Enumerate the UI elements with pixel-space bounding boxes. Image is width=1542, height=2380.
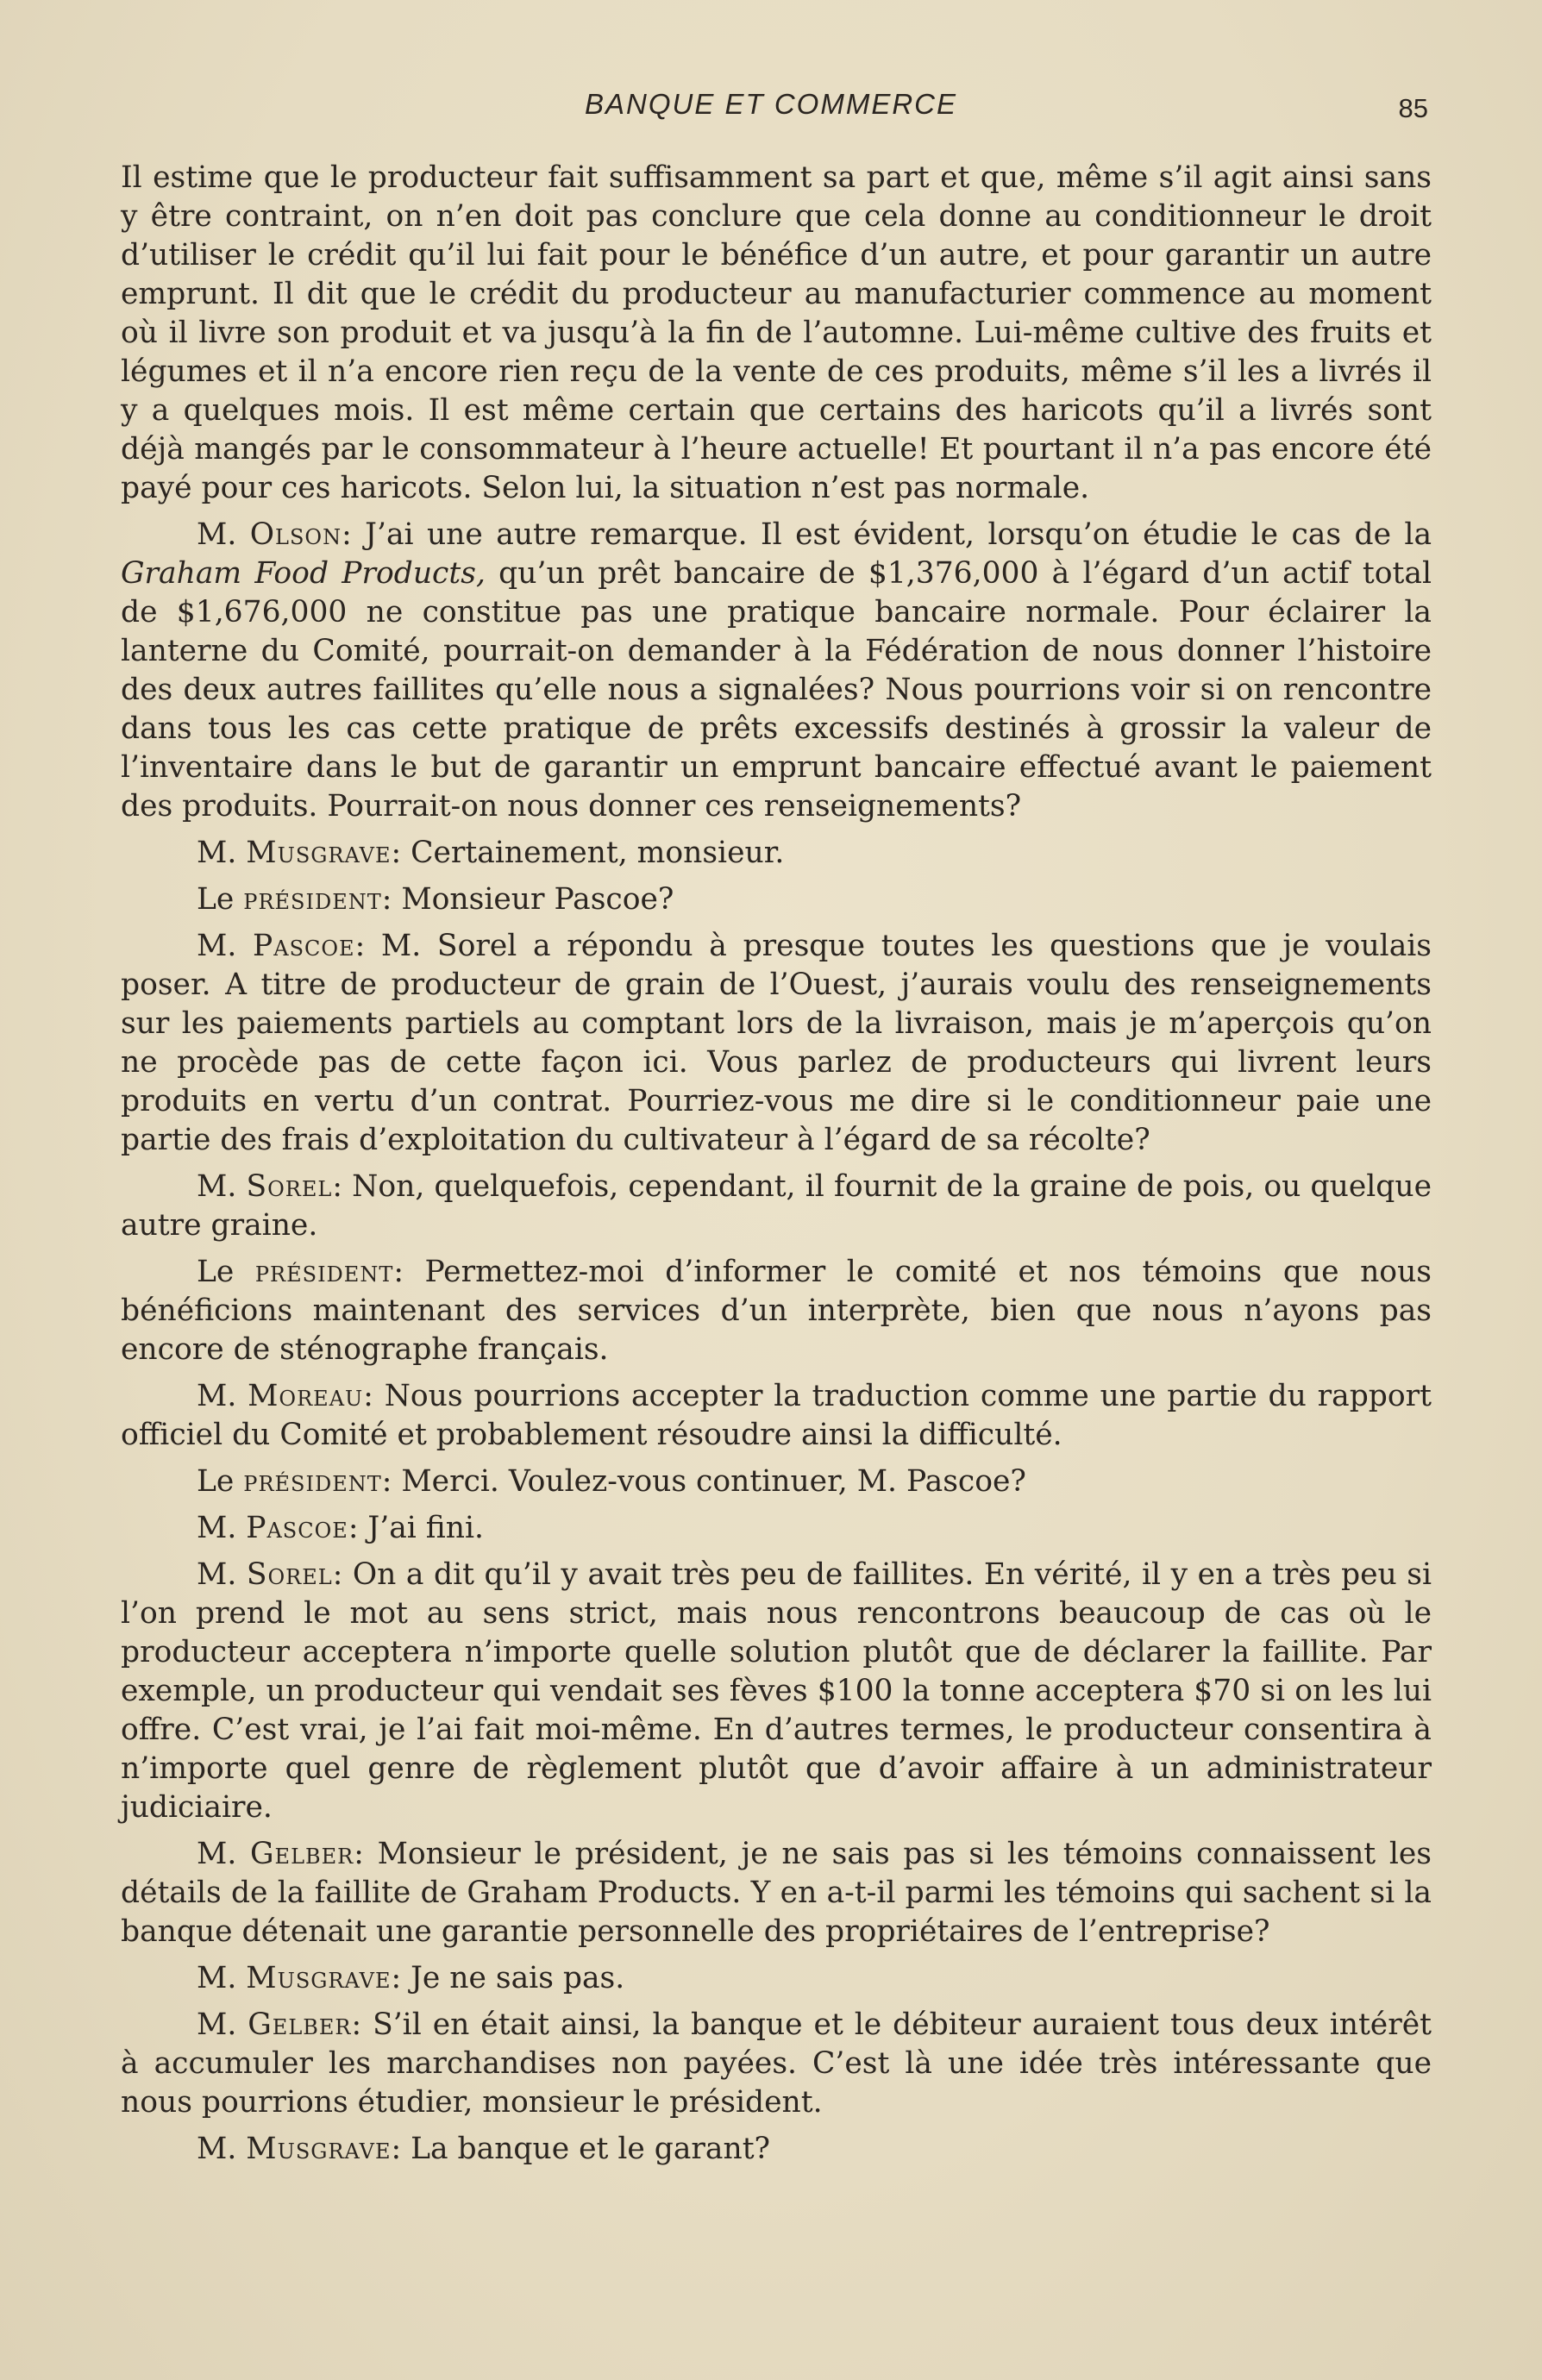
paragraph: M. Gelber: S’il en était ainsi, la banque et le débiteur auraient tous deux intérêt à accumuler les marchandises non payées. C’est là une idée très intéressante que nous pourrions étudier, monsieur le président. — [121, 2007, 1432, 2120]
paragraph-text: J’ai fini. — [367, 1511, 485, 1545]
paragraph-text: qu’un prêt bancaire de $1,376,000 à l’égard d’un actif total de $1,676,000 ne constitue pas une pratique bancaire normale. Pour éclairer la lanterne du Comité, pourrait-on demander à la Fédération de nous donner l’histoire des deux autres faillites qu’elle nous a signalées? Nous pourrions voir si on rencontre dans tous les cas cette pratique de prêts excessifs destinés à grossir la valeur de l’inventaire dans le but de garantir un emprunt bancaire effectué avant le paiement des produits. Pourrait-on nous donner ces renseignements? — [121, 556, 1432, 824]
speaker-name: Musgrave — [246, 2132, 392, 2166]
running-head — [0, 88, 1542, 131]
paragraph-text: Je ne sais pas. — [411, 1961, 625, 1995]
paragraph-text: M. Sorel a répondu à presque toutes les questions que je voulais poser. A titre de producteur de grain de l’Ouest, j’aurais voulu des renseignements sur les paiements partiels au comptant lors de la livraison, mais je m’aperçois qu’on ne procède pas de cette façon ici. Vous parlez de producteurs qui livrent leurs produits en vertu d’un contrat. Pourriez-vous me dire si le conditionneur paie une partie des frais d’exploitation du cultivateur à l’égard de sa récolte? — [121, 929, 1432, 1157]
paragraph-text: Permettez-moi d’informer le comité et nos témoins que nous bénéficions maintenant des services d’un interprète, bien que nous n’ayons pas encore de sténographe français. — [121, 1255, 1432, 1367]
speaker-name: président — [243, 1464, 382, 1499]
speaker-name: Gelber — [250, 1837, 354, 1871]
speaker-name: président — [243, 882, 382, 917]
speaker-prefix: M. — [197, 2007, 237, 2042]
paragraph: M. Olson: J’ai une autre remarque. Il est évident, lorsqu’on étudie le cas de la Graham Food Products, qu’un prêt bancaire de $1,376,000 à l’égard d’un actif total de $1,676,000 ne constitue pas une pratique bancaire normale. Pour éclairer la lanterne du Comité, pourrait-on demander à la Fédération de nous donner l’histoire des deux autres faillites qu’elle nous a signalées? Nous pourrions voir si on rencontre dans tous les cas cette pratique de prêts excessifs destinés à grossir la valeur de l’inventaire dans le but de garantir un emprunt bancaire effectué avant le paiement des produits. Pourrait-on nous donner ces renseignements? — [121, 517, 1432, 824]
speaker-prefix: M. — [197, 929, 237, 963]
italic-text: Graham Food Products, — [121, 556, 486, 591]
speaker-prefix: M. — [197, 1557, 237, 1592]
paragraph-text: Non, quelquefois, cependant, il fournit de la graine de pois, ou quelque autre graine. — [121, 1169, 1432, 1243]
paragraph: Le président: Permettez-moi d’informer le comité et nos témoins que nous bénéficions maintenant des services d’un interprète, bien que nous n’ayons pas encore de sténographe français. — [121, 1255, 1432, 1367]
paragraph: M. Pascoe: M. Sorel a répondu à presque toutes les questions que je voulais poser. A titre de producteur de grain de l’Ouest, j’aurais voulu des renseignements sur les paiements partiels au comptant lors de la livraison, mais je m’aperçois qu’on ne procède pas de cette façon ici. Vous parlez de producteurs qui livrent leurs produits en vertu d’un contrat. Pourriez-vous me dire si le conditionneur paie une partie des frais d’exploitation du cultivateur à l’égard de sa récolte? — [121, 929, 1432, 1157]
paragraph: M. Musgrave: Certainement, monsieur. — [197, 836, 785, 870]
paragraph-text: Nous pourrions accepter la traduction comme une partie du rapport officiel du Comité et probablement résoudre ainsi la difficulté. — [121, 1379, 1432, 1452]
speaker-name: Olson — [249, 517, 342, 552]
speaker-name: Musgrave — [246, 1961, 392, 1995]
paragraph-text: Merci. Voulez-vous continuer, M. Pascoe? — [401, 1464, 1026, 1499]
paragraph: M. Moreau: Nous pourrions accepter la traduction comme une partie du rapport officiel du Comité et probablement résoudre ainsi la difficulté. — [121, 1379, 1432, 1452]
paragraph — [121, 159, 1432, 508]
paragraph-text: Monsieur le président, je ne sais pas si les témoins connaissent les détails de la faillite de Graham Products. Y en a-t-il parmi les témoins qui sachent si la banque détenait une garantie personnelle des propriétaires de l’entreprise? — [121, 1837, 1432, 1949]
speaker-name: Musgrave — [246, 836, 392, 870]
paragraph-text: S’il en était ainsi, la banque et le débiteur auraient tous deux intérêt à accumuler les marchandises non payées. C’est là une idée très intéressante que nous pourrions étudier, monsieur le président. — [121, 2007, 1432, 2120]
paragraph: M. Pascoe: J’ai fini. — [197, 1511, 485, 1545]
speaker-prefix: Le — [197, 1255, 235, 1289]
paragraph-text: On a dit qu’il y avait très peu de faillites. En vérité, il y en a très peu si l’on prend le mot au sens strict, mais nous rencontrons beaucoup de cas où le producteur acceptera n’importe quelle solution plutôt que de déclarer la faillite. Par exemple, un producteur qui vendait ses fèves $100 la tonne acceptera $70 si on les lui offre. C’est vrai, je l’ai fait moi-même. En d’autres termes, le producteur consentira à n’importe quel genre de règlement plutôt que d’avoir affaire à un administrateur judiciaire. — [121, 1557, 1432, 1825]
speaker-name: président — [254, 1255, 394, 1289]
speaker-prefix: M. — [197, 1169, 237, 1204]
paragraph-text: La banque et le garant? — [411, 2132, 771, 2166]
running-title: BANQUE ET COMMERCE — [584, 88, 958, 120]
paragraph: M. Musgrave: La banque et le garant? — [197, 2132, 771, 2166]
speaker-name: Gelber — [248, 2007, 352, 2042]
speaker-name: Pascoe — [253, 929, 355, 963]
speaker-prefix: M. — [197, 517, 237, 552]
speaker-prefix: M. — [197, 1379, 237, 1413]
speaker-prefix: M. — [197, 836, 237, 870]
speaker-prefix: M. — [197, 1837, 237, 1871]
speaker-name: Sorel — [246, 1169, 333, 1204]
speaker-prefix: Le — [197, 882, 235, 917]
paragraph: M. Sorel: On a dit qu’il y avait très peu de faillites. En vérité, il y en a très peu si l’on prend le mot au sens strict, mais nous rencontrons beaucoup de cas où le producteur acceptera n’importe quelle solution plutôt que de déclarer la faillite. Par exemple, un producteur qui vendait ses fèves $100 la tonne acceptera $70 si on les lui offre. C’est vrai, je l’ai fait moi-même. En d’autres termes, le producteur consentira à n’importe quel genre de règlement plutôt que d’avoir affaire à un administrateur judiciaire. — [121, 1557, 1432, 1825]
paragraph: M. Musgrave: Je ne sais pas. — [197, 1961, 625, 1995]
paragraph: Le président: Monsieur Pascoe? — [197, 882, 674, 917]
paragraph-text: Certainement, monsieur. — [411, 836, 785, 870]
paragraph-text: Monsieur Pascoe? — [401, 882, 674, 917]
speaker-prefix: M. — [197, 1961, 237, 1995]
paragraph: M. Sorel: Non, quelquefois, cependant, il fournit de la graine de pois, ou quelque autre graine. — [121, 1169, 1432, 1243]
speaker-prefix: M. — [197, 2132, 237, 2166]
page-number: 85 — [1398, 93, 1428, 123]
speaker-name: Pascoe — [246, 1511, 348, 1545]
body-text — [121, 159, 1432, 2176]
paragraph-text: J’ai une autre remarque. Il est évident, lorsqu’on étudie le cas de la — [365, 517, 1432, 552]
speaker-name: Sorel — [246, 1557, 333, 1592]
paragraph: M. Gelber: Monsieur le président, je ne sais pas si les témoins connaissent les détails de la faillite de Graham Products. Y en a-t-il parmi les témoins qui sachent si la banque détenait une garantie personnelle des propriétaires de l’entreprise? — [121, 1837, 1432, 1949]
paragraph-text: Il estime que le producteur fait suffisamment sa part et que, même s’il agit ainsi sans y être contraint, on n’en doit pas conclure que cela donne au conditionneur le droit d’utiliser le crédit qu’il lui fait pour le bénéfice d’un autre, et pour garantir un autre emprunt. Il dit que le crédit du producteur au manufacturier commence au moment où il livre son produit et va jusqu’à la fin de l’automne. Lui-même cultive des fruits et légumes et il n’a encore rien reçu de la vente de ces produits, même s’il les a livrés il y a quelques mois. Il est même certain que certains des haricots qu’il a livrés sont déjà mangés par le consommateur à l’heure actuelle! Et pourtant il n’a pas encore été payé pour ces haricots. Selon lui, la situation n’est pas normale. — [121, 160, 1432, 505]
paragraph: Le président: Merci. Voulez-vous continuer, M. Pascoe? — [197, 1464, 1026, 1499]
speaker-prefix: Le — [197, 1464, 235, 1499]
speaker-name: Moreau — [248, 1379, 364, 1413]
speaker-prefix: M. — [197, 1511, 237, 1545]
